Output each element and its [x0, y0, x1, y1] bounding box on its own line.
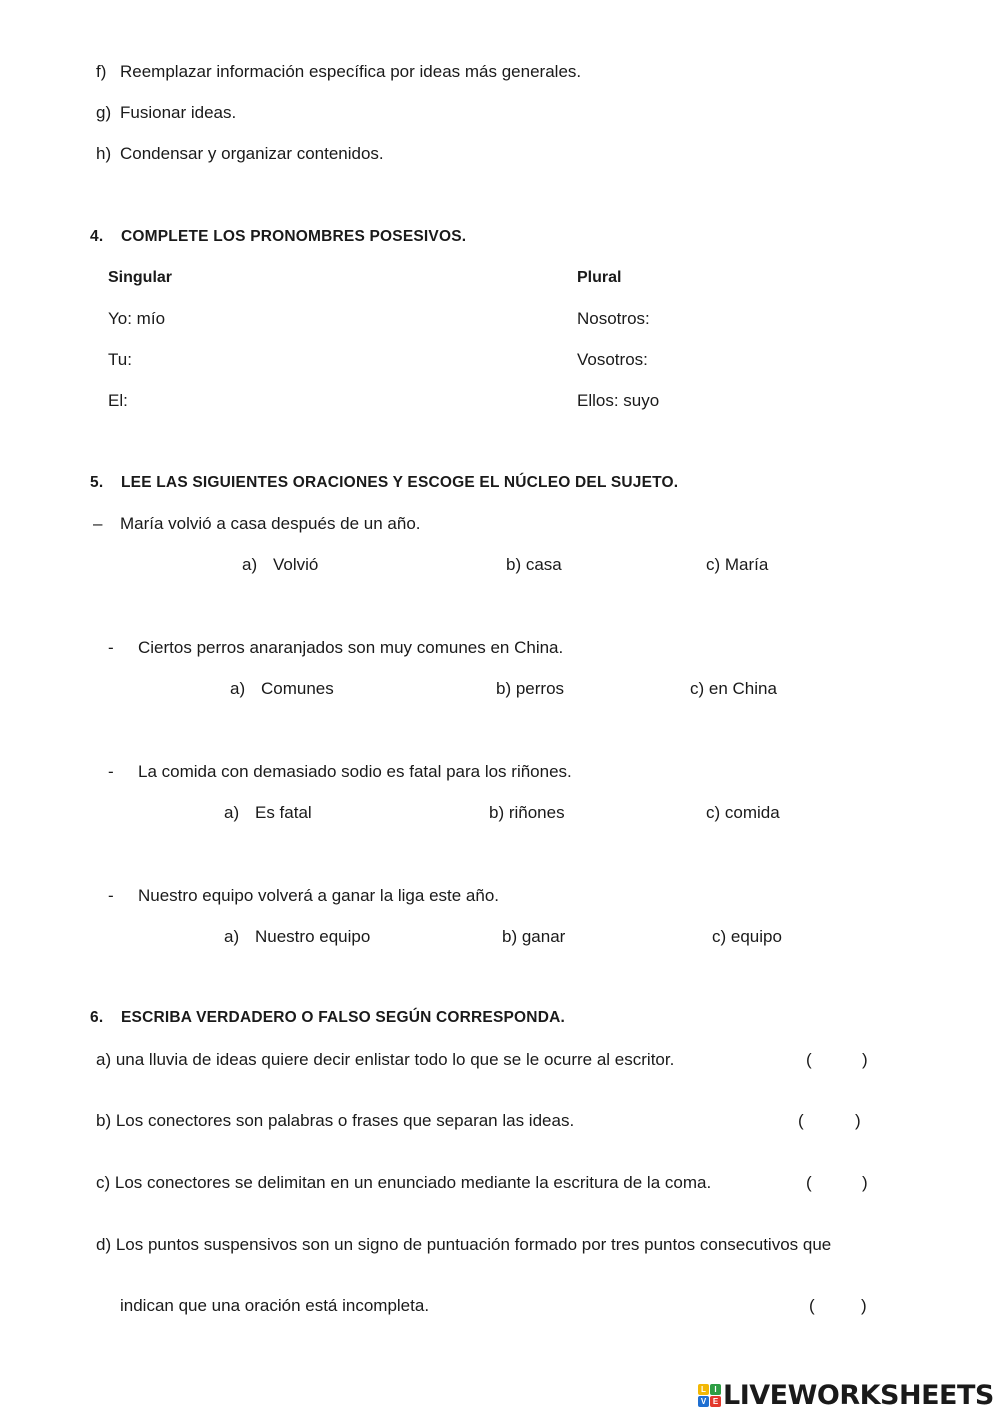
option-a[interactable]: Comunes	[261, 679, 334, 698]
true-false-item: d) Los puntos suspensivos son un signo de puntuación formado por tres puntos consecutivos que	[96, 1235, 832, 1254]
section-title: ESCRIBA VERDADERO O FALSO SEGÚN CORRESPONDA.	[121, 1009, 565, 1026]
plural-header: Plural	[577, 269, 622, 286]
answer-close-paren: )	[862, 1050, 868, 1069]
logo-mark-icon	[698, 1384, 721, 1407]
option-c[interactable]: c) María	[706, 555, 769, 574]
question-sentence: La comida con demasiado sodio es fatal para los riñones.	[138, 762, 572, 781]
option-b[interactable]: b) perros	[496, 679, 565, 698]
answer-open-paren: (	[806, 1173, 812, 1192]
logo-text: LIVEWORKSHEETS	[723, 1379, 994, 1411]
item-marker: f)	[96, 62, 107, 81]
section-title: COMPLETE LOS PRONOMBRES POSESIVOS.	[121, 228, 467, 245]
logo-mark-cell: E	[710, 1396, 721, 1407]
question-bullet: -	[108, 886, 114, 905]
question-bullet: -	[108, 762, 114, 781]
question-bullet: -	[108, 638, 114, 657]
answer-open-paren: (	[806, 1050, 812, 1069]
true-false-item: c) Los conectores se delimitan en un enunciado mediante la escritura de la coma.	[96, 1173, 712, 1192]
option-a-marker: a)	[242, 555, 258, 574]
option-a-marker: a)	[224, 927, 240, 946]
option-a-marker: a)	[224, 803, 240, 822]
option-b[interactable]: b) riñones	[489, 803, 565, 822]
option-c[interactable]: c) en China	[690, 679, 777, 698]
logo-mark-cell: V	[698, 1396, 709, 1407]
answer-blank[interactable]	[815, 1171, 859, 1195]
plural-row: Nosotros:	[577, 309, 650, 328]
answer-close-paren: )	[862, 1173, 868, 1192]
answer-open-paren: (	[798, 1111, 804, 1130]
option-c[interactable]: c) comida	[706, 803, 780, 822]
singular-row: El:	[108, 391, 128, 410]
option-b[interactable]: b) casa	[506, 555, 562, 574]
question-bullet: –	[93, 514, 103, 533]
item-marker: h)	[96, 144, 112, 163]
option-b[interactable]: b) ganar	[502, 927, 566, 946]
answer-blank[interactable]	[818, 1294, 858, 1318]
true-false-item: b) Los conectores son palabras o frases que separan las ideas.	[96, 1111, 575, 1130]
section-number: 6.	[90, 1009, 104, 1026]
question-sentence: Nuestro equipo volverá a ganar la liga este año.	[138, 886, 500, 905]
item-marker: g)	[96, 103, 112, 122]
plural-row: Vosotros:	[577, 350, 648, 369]
answer-open-paren: (	[809, 1296, 815, 1315]
section-number: 4.	[90, 228, 104, 245]
answer-close-paren: )	[855, 1111, 861, 1130]
item-text: Condensar y organizar contenidos.	[120, 144, 384, 163]
item-text: Reemplazar información específica por ideas más generales.	[120, 62, 582, 81]
section-title: LEE LAS SIGUIENTES ORACIONES Y ESCOGE EL NÚCLEO DEL SUJETO.	[121, 474, 679, 491]
option-c[interactable]: c) equipo	[712, 927, 782, 946]
question-sentence: Ciertos perros anaranjados son muy comunes en China.	[138, 638, 564, 657]
option-a-marker: a)	[230, 679, 246, 698]
singular-row: Yo: mío	[108, 309, 166, 328]
logo-mark-cell: I	[710, 1384, 721, 1395]
question-sentence: María volvió a casa después de un año.	[120, 514, 421, 533]
option-a[interactable]: Nuestro equipo	[255, 927, 371, 946]
singular-header: Singular	[108, 269, 173, 286]
true-false-item-continuation: indican que una oración está incompleta.	[120, 1296, 430, 1315]
answer-blank[interactable]	[807, 1109, 851, 1133]
logo-mark-cell: L	[698, 1384, 709, 1395]
true-false-item: a) una lluvia de ideas quiere decir enlistar todo lo que se le ocurre al escritor.	[96, 1050, 675, 1069]
answer-blank[interactable]	[815, 1048, 859, 1072]
option-a[interactable]: Volvió	[273, 555, 319, 574]
answer-close-paren: )	[861, 1296, 867, 1315]
option-a[interactable]: Es fatal	[255, 803, 312, 822]
singular-row: Tu:	[108, 350, 132, 369]
liveworksheets-logo	[698, 1378, 994, 1412]
plural-row: Ellos: suyo	[577, 391, 660, 410]
item-text: Fusionar ideas.	[120, 103, 237, 122]
section-number: 5.	[90, 474, 104, 491]
